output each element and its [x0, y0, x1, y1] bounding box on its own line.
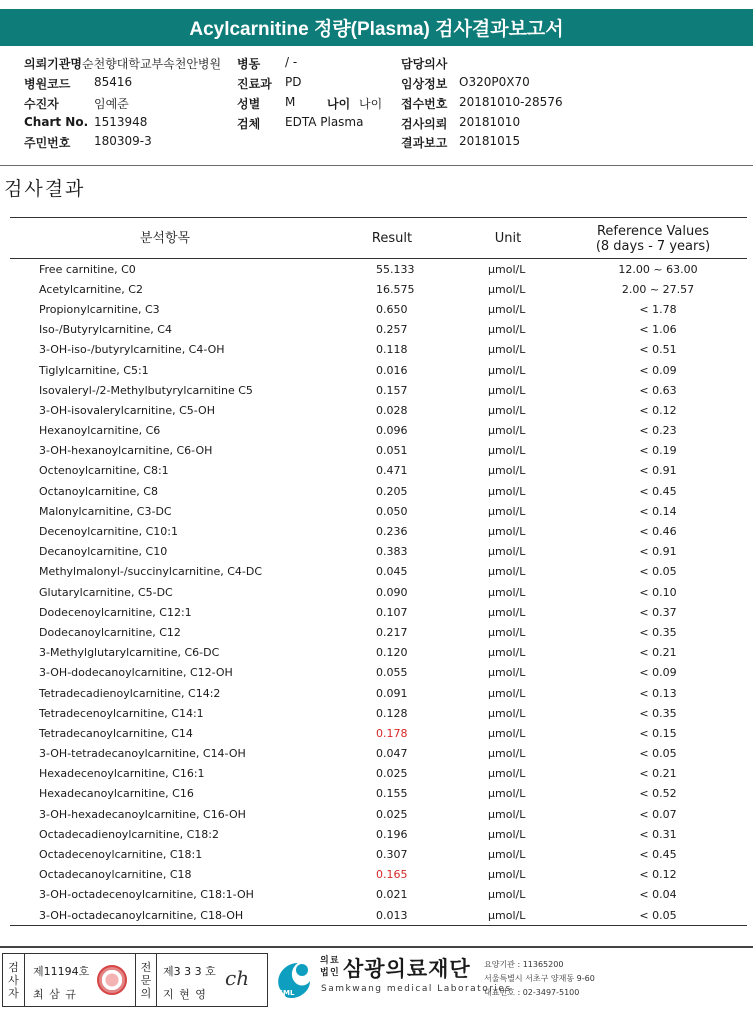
- table-header: [10, 218, 747, 259]
- header-reference-range: (8 days - 7 years): [595, 238, 711, 254]
- table-row: [10, 663, 747, 683]
- reviewer-signature: ch: [225, 966, 250, 990]
- result-unit: µmol/L: [488, 363, 526, 377]
- info-value: 20181010: [459, 115, 521, 129]
- examiner-seal-icon: [97, 965, 127, 995]
- result-reference: < 0.91: [639, 464, 677, 478]
- result-item-name: Propionylcarnitine, C3: [39, 302, 160, 316]
- result-item-name: Octadecenoylcarnitine, C18:1: [39, 848, 203, 862]
- table-row: [10, 622, 747, 642]
- result-unit: µmol/L: [488, 383, 526, 397]
- result-value: 0.307: [376, 848, 408, 862]
- result-value: 0.120: [376, 646, 408, 660]
- result-unit: µmol/L: [488, 868, 526, 882]
- table-row: [10, 683, 747, 703]
- info-label: 수진자: [24, 97, 59, 111]
- info-value: EDTA Plasma: [285, 115, 364, 129]
- examiner-label-char: 검: [8, 960, 19, 974]
- result-item-name: Octadecanoylcarnitine, C18: [39, 868, 192, 882]
- result-unit: µmol/L: [488, 848, 526, 862]
- result-unit: µmol/L: [488, 605, 526, 619]
- result-value: 0.045: [376, 565, 408, 579]
- result-unit: µmol/L: [488, 343, 526, 357]
- reviewer-label-char: 의: [140, 986, 152, 1000]
- result-value: 0.196: [376, 827, 408, 841]
- table-row: [10, 400, 747, 420]
- org-prefix-bottom: 법: [320, 968, 329, 978]
- patient-info: [0, 52, 753, 160]
- info-resident-no: [24, 134, 224, 153]
- table-row: [10, 784, 747, 804]
- result-item-name: Hexadecenoylcarnitine, C16:1: [39, 767, 205, 781]
- result-reference: < 1.06: [639, 323, 677, 337]
- result-item-name: Methylmalonyl-/succinylcarnitine, C4-DC: [39, 565, 263, 579]
- result-unit: µmol/L: [488, 545, 526, 559]
- result-reference: < 0.15: [639, 726, 677, 740]
- result-value: 0.025: [376, 807, 408, 821]
- result-unit: µmol/L: [488, 625, 526, 639]
- info-label: 병원코드: [24, 77, 71, 91]
- result-item-name: Isovaleryl-/2-Methylbutyrylcarnitine C5: [39, 383, 253, 397]
- result-reference: < 0.63: [639, 383, 677, 397]
- result-item-name: Hexanoylcarnitine, C6: [39, 424, 161, 438]
- result-unit: µmol/L: [488, 525, 526, 539]
- result-reference: < 0.09: [639, 666, 677, 680]
- info-label: 의뢰기관명: [24, 57, 82, 71]
- info-label: 병동: [237, 57, 261, 71]
- result-reference: < 0.23: [639, 424, 677, 438]
- info-divider: [0, 165, 753, 166]
- result-reference: < 0.45: [639, 848, 677, 862]
- info-label: 검사의뢰: [401, 117, 448, 131]
- sml-logo-text: SML: [278, 989, 295, 997]
- result-reference: < 0.46: [639, 525, 677, 539]
- result-unit: µmol/L: [488, 807, 526, 821]
- result-value: 0.217: [376, 625, 408, 639]
- result-value: 55.133: [376, 262, 415, 276]
- org-english-name: Samkwang medical Laboratories: [321, 984, 512, 994]
- result-reference: < 0.51: [639, 343, 677, 357]
- result-unit: µmol/L: [488, 484, 526, 498]
- table-row: [10, 804, 747, 824]
- table-row: [10, 279, 747, 299]
- table-row: [10, 259, 747, 279]
- signature-box: [2, 953, 268, 1007]
- result-reference: 2.00 ~ 27.57: [621, 282, 695, 296]
- info-request-date: [401, 115, 601, 134]
- reviewer-label: [135, 954, 157, 1006]
- info-age: [327, 95, 397, 114]
- info-label: Chart No.: [24, 115, 89, 129]
- result-reference: < 0.12: [639, 868, 677, 882]
- table-bottom-border: [10, 925, 747, 926]
- result-item-name: Tetradecenoylcarnitine, C14:1: [39, 706, 204, 720]
- result-reference: < 0.09: [639, 363, 677, 377]
- info-ward: [237, 55, 357, 74]
- info-value: O320P0X70: [459, 75, 530, 89]
- sml-logo-icon: [272, 957, 318, 1003]
- table-row: [10, 542, 747, 562]
- result-value: 0.025: [376, 767, 408, 781]
- header-reference: [578, 218, 728, 259]
- section-title: 검사결과: [4, 178, 86, 200]
- header-item: 분석항목: [139, 231, 191, 246]
- table-row: [10, 844, 747, 864]
- result-unit: µmol/L: [488, 706, 526, 720]
- result-value: 0.021: [376, 888, 408, 902]
- result-reference: < 0.05: [639, 565, 677, 579]
- table-row: [10, 340, 747, 360]
- result-value: 0.383: [376, 545, 408, 559]
- org-name: 삼광의료재단: [343, 957, 471, 981]
- result-unit: µmol/L: [488, 323, 526, 337]
- header-unit: Unit: [494, 231, 522, 246]
- result-item-name: 3-OH-iso-/butyrylcarnitine, C4-OH: [39, 343, 225, 357]
- result-value: 0.028: [376, 403, 408, 417]
- result-value: 16.575: [376, 282, 415, 296]
- result-value: 0.205: [376, 484, 408, 498]
- info-chart-no: [24, 115, 224, 134]
- result-unit: µmol/L: [488, 444, 526, 458]
- result-item-name: Decanoylcarnitine, C10: [39, 545, 168, 559]
- table-row: [10, 521, 747, 541]
- result-item-name: Tetradecanoylcarnitine, C14: [39, 726, 193, 740]
- reviewer-label-char: 문: [140, 973, 152, 987]
- result-reference: < 0.04: [639, 888, 677, 902]
- result-unit: µmol/L: [488, 504, 526, 518]
- result-item-name: 3-OH-hexadecanoylcarnitine, C16-OH: [39, 807, 246, 821]
- result-item-name: Decenoylcarnitine, C10:1: [39, 525, 178, 539]
- result-reference: < 0.91: [639, 545, 677, 559]
- result-value: 0.055: [376, 666, 408, 680]
- result-item-name: Malonylcarnitine, C3-DC: [39, 504, 172, 518]
- table-row: [10, 744, 747, 764]
- info-report-date: [401, 134, 601, 153]
- result-item-name: Tetradecadienoylcarnitine, C14:2: [39, 686, 221, 700]
- info-hospital-code: [24, 75, 224, 94]
- result-unit: µmol/L: [488, 908, 526, 922]
- examiner-label-char: 사: [8, 973, 19, 987]
- result-reference: < 0.45: [639, 484, 677, 498]
- result-unit: µmol/L: [488, 282, 526, 296]
- footer: [0, 953, 753, 1009]
- result-reference: < 0.52: [639, 787, 677, 801]
- table-row: [10, 421, 747, 441]
- table-row: [10, 643, 747, 663]
- result-reference: < 0.21: [639, 767, 677, 781]
- result-reference: < 1.78: [639, 302, 677, 316]
- result-value: 0.257: [376, 323, 408, 337]
- table-body: [10, 259, 747, 925]
- result-unit: µmol/L: [488, 565, 526, 579]
- result-unit: µmol/L: [488, 787, 526, 801]
- result-value: 0.157: [376, 383, 408, 397]
- result-value: 0.236: [376, 525, 408, 539]
- result-item-name: 3-OH-tetradecanoylcarnitine, C14-OH: [39, 747, 246, 761]
- result-reference: < 0.19: [639, 444, 677, 458]
- result-value: 0.096: [376, 424, 408, 438]
- result-value: 0.013: [376, 908, 408, 922]
- result-item-name: 3-OH-hexanoylcarnitine, C6-OH: [39, 444, 213, 458]
- result-value: 0.155: [376, 787, 408, 801]
- table-row: [10, 905, 747, 925]
- result-reference: < 0.05: [639, 747, 677, 761]
- results-table: [10, 217, 747, 926]
- info-value: 180309-3: [94, 134, 152, 148]
- examiner-license: 제11194호: [33, 965, 90, 978]
- result-item-name: Free carnitine, C0: [39, 262, 136, 276]
- result-value: 0.016: [376, 363, 408, 377]
- info-label: 성별: [237, 97, 261, 111]
- result-unit: µmol/L: [488, 888, 526, 902]
- org-address: 서울특별시 서초구 양재동 9-60: [484, 974, 595, 983]
- info-label: 임상정보: [401, 77, 448, 91]
- footer-divider: [0, 946, 753, 948]
- info-label: 접수번호: [401, 97, 448, 111]
- result-value: 0.051: [376, 444, 408, 458]
- result-reference: < 0.13: [639, 686, 677, 700]
- table-row: [10, 723, 747, 743]
- org-prefix-top: 료: [330, 956, 339, 966]
- result-item-name: Iso-/Butyrylcarnitine, C4: [39, 323, 172, 337]
- info-label: 진료과: [237, 77, 272, 91]
- result-unit: µmol/L: [488, 726, 526, 740]
- result-unit: µmol/L: [488, 646, 526, 660]
- info-value: 순천향대학교부속천안병원: [82, 57, 222, 71]
- result-reference: < 0.31: [639, 827, 677, 841]
- table-row: [10, 865, 747, 885]
- result-unit: µmol/L: [488, 666, 526, 680]
- result-reference: < 0.21: [639, 646, 677, 660]
- table-row: [10, 360, 747, 380]
- reviewer-license: 제3 3 3 호: [163, 965, 216, 978]
- info-value: 20181015: [459, 134, 521, 148]
- result-reference: < 0.05: [639, 908, 677, 922]
- info-specimen: [237, 115, 387, 134]
- info-doctor: [401, 55, 601, 74]
- table-row: [10, 461, 747, 481]
- result-value: 0.091: [376, 686, 408, 700]
- result-value: 0.090: [376, 585, 408, 599]
- result-item-name: Acetylcarnitine, C2: [39, 282, 143, 296]
- info-value: 1513948: [94, 115, 148, 129]
- result-unit: µmol/L: [488, 747, 526, 761]
- header-reference-title: Reference Values: [596, 223, 710, 239]
- result-reference: < 0.35: [639, 706, 677, 720]
- result-item-name: 3-OH-isovalerylcarnitine, C5-OH: [39, 403, 215, 417]
- header-result: Result: [371, 231, 413, 246]
- reviewer-label-char: 전: [140, 960, 152, 974]
- result-item-name: 3-OH-dodecanoylcarnitine, C12-OH: [39, 666, 233, 680]
- result-value: 0.107: [376, 605, 408, 619]
- table-row: [10, 885, 747, 905]
- result-item-name: 3-OH-octadecenoylcarnitine, C18:1-OH: [39, 888, 254, 902]
- result-unit: µmol/L: [488, 686, 526, 700]
- result-value: 0.165: [376, 868, 408, 882]
- info-value: 임예준: [94, 97, 129, 111]
- result-value: 0.047: [376, 747, 408, 761]
- table-row: [10, 441, 747, 461]
- table-row: [10, 481, 747, 501]
- result-unit: µmol/L: [488, 403, 526, 417]
- result-value: 0.128: [376, 706, 408, 720]
- result-reference: < 0.07: [639, 807, 677, 821]
- info-patient: [24, 95, 224, 114]
- info-value: M: [285, 95, 296, 109]
- info-label: 나이: [327, 97, 351, 111]
- table-row: [10, 562, 747, 582]
- result-reference: < 0.35: [639, 625, 677, 639]
- result-unit: µmol/L: [488, 262, 526, 276]
- result-item-name: Glutarylcarnitine, C5-DC: [39, 585, 173, 599]
- info-receipt: [401, 95, 601, 114]
- table-row: [10, 602, 747, 622]
- result-reference: < 0.10: [639, 585, 677, 599]
- org-care-code: 요양기관 : 11365200: [484, 960, 564, 969]
- table-row: [10, 582, 747, 602]
- table-row: [10, 703, 747, 723]
- table-row: [10, 501, 747, 521]
- info-label: 결과보고: [401, 136, 448, 150]
- info-label: 담당의사: [401, 57, 448, 71]
- info-label: 검체: [237, 117, 261, 131]
- result-item-name: Octadecadienoylcarnitine, C18:2: [39, 827, 220, 841]
- result-unit: µmol/L: [488, 827, 526, 841]
- info-sex: [237, 95, 317, 114]
- table-row: [10, 299, 747, 319]
- result-item-name: Hexadecanoylcarnitine, C16: [39, 787, 194, 801]
- examiner-label-char: 자: [8, 986, 19, 1000]
- org-phone: 대표번호 : 02-3497-5100: [484, 988, 580, 997]
- result-value: 0.650: [376, 302, 408, 316]
- info-value: 나이: [359, 97, 383, 111]
- table-row: [10, 320, 747, 340]
- result-value: 0.471: [376, 464, 408, 478]
- reviewer-name: 지 현 영: [163, 988, 207, 1001]
- org-prefix-top: 의: [320, 956, 329, 966]
- result-item-name: Octanoylcarnitine, C8: [39, 484, 158, 498]
- result-item-name: 3-Methylglutarylcarnitine, C6-DC: [39, 646, 220, 660]
- result-unit: µmol/L: [488, 464, 526, 478]
- info-value: 85416: [94, 75, 133, 89]
- result-value: 0.118: [376, 343, 408, 357]
- info-clinical: [401, 75, 601, 94]
- result-unit: µmol/L: [488, 302, 526, 316]
- info-label: 주민번호: [24, 136, 71, 150]
- table-row: [10, 764, 747, 784]
- result-reference: < 0.14: [639, 504, 677, 518]
- result-unit: µmol/L: [488, 585, 526, 599]
- info-value: / -: [285, 55, 298, 69]
- result-item-name: Dodecanoylcarnitine, C12: [39, 625, 181, 639]
- result-item-name: Octenoylcarnitine, C8:1: [39, 464, 169, 478]
- examiner-label: [3, 954, 25, 1006]
- table-row: [10, 380, 747, 400]
- result-item-name: 3-OH-octadecanoylcarnitine, C18-OH: [39, 908, 244, 922]
- result-unit: µmol/L: [488, 424, 526, 438]
- result-item-name: Tiglylcarnitine, C5:1: [39, 363, 149, 377]
- result-value: 0.050: [376, 504, 408, 518]
- result-value: 0.178: [376, 726, 408, 740]
- result-reference: 12.00 ~ 63.00: [618, 262, 698, 276]
- info-value: PD: [285, 75, 302, 89]
- result-reference: < 0.37: [639, 605, 677, 619]
- table-row: [10, 824, 747, 844]
- result-item-name: Dodecenoylcarnitine, C12:1: [39, 605, 192, 619]
- result-reference: < 0.12: [639, 403, 677, 417]
- examiner-name: 최 삼 규: [33, 988, 77, 1001]
- info-value: 20181010-28576: [459, 95, 563, 109]
- report-title: Acylcarnitine 정량(Plasma) 검사결과보고서: [0, 9, 753, 46]
- org-prefix-bottom: 인: [330, 968, 339, 978]
- info-department: [237, 75, 387, 94]
- result-unit: µmol/L: [488, 767, 526, 781]
